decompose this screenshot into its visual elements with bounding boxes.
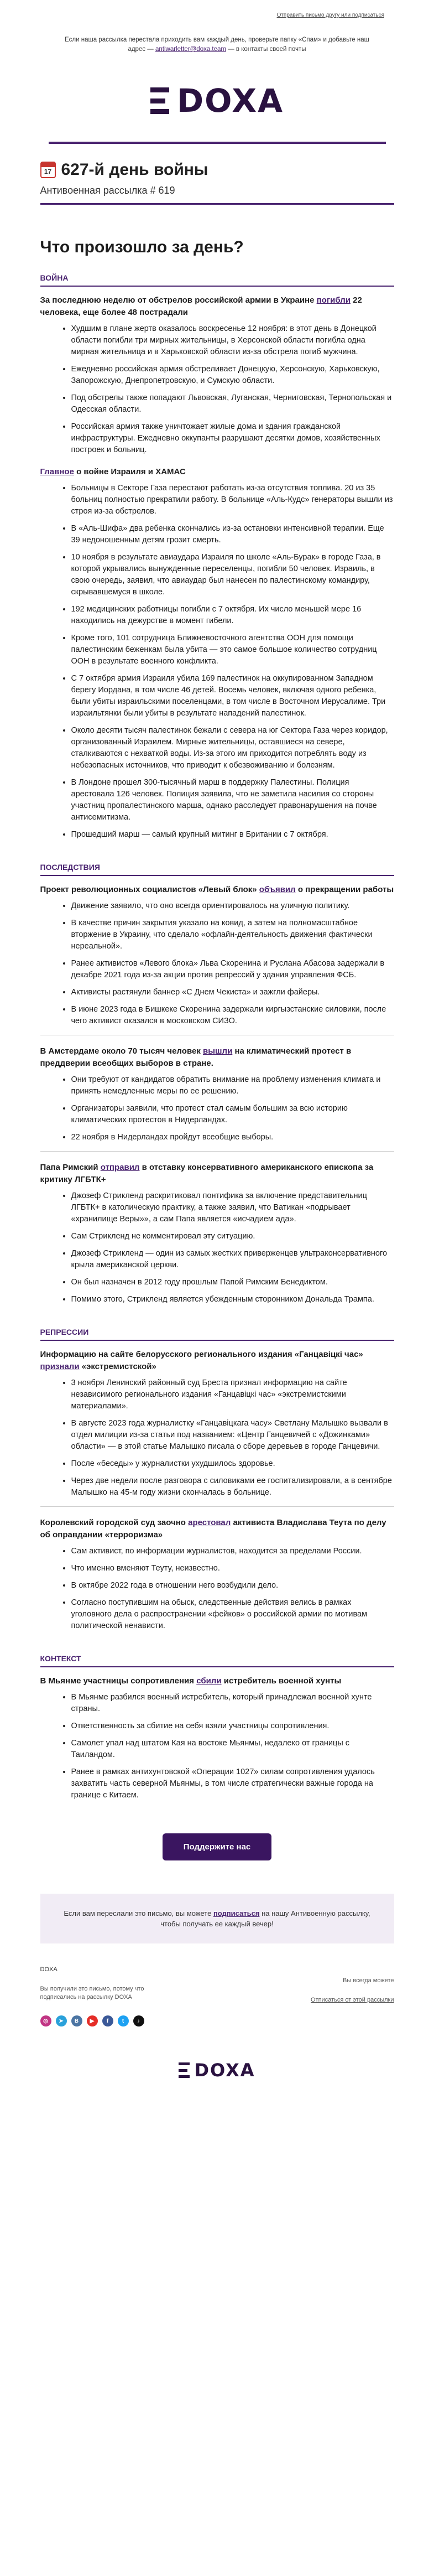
news-bullet-item: • Сам активист, по информации журналистов, находится за пределами России. (71, 1546, 394, 1557)
news-bullet-item: • 10 ноября в результате авиаудара Израиля по школе «Аль-Бурак» в городе Газа, в которой укрывались вынужденные переселенцы, погибли 50 человек. Израиль, в свою очередь, заявил, что авиаудар был нанесен по палестинскому командиру, скрывавшемуся в школе. (71, 552, 394, 598)
subscribe-link[interactable]: подписаться (213, 1909, 260, 1917)
news-bullet-item: • Ответственность за сбитие на себя взяли участницы сопротивления. (71, 1720, 394, 1732)
news-bullets (40, 1692, 394, 1801)
support-button[interactable]: Поддержите нас (163, 1833, 272, 1860)
vk-icon[interactable]: B (71, 2015, 82, 2026)
logo-mark-icon (150, 87, 169, 114)
news-bullet-item: • Ежедневно российская армия обстреливает Донецкую, Херсонскую, Харьковскую, Запорожскую, Днепропетровскую, и Сумскую области. (71, 364, 394, 387)
news-bullet-item: • Ранее в рамках антихунтовской «Операции 1027» силам сопротивления удалось захватить часть северной Мьянмы, в том числе стратегически важные города на границе с Китаем. (71, 1766, 394, 1801)
news-bullet-item: • В июне 2023 года в Бишкеке Скоренина задержали киргызстанские силовики, после чего активист оказался в московском СИЗО. (71, 1004, 394, 1027)
news-bullet-item: • Джозеф Стрикленд — один из самых жестких приверженцев ультраконсервативного крыла американской церкви. (71, 1248, 394, 1271)
news-bullet-item: • После «беседы» у журналистки ухудшилось здоровье. (71, 1458, 394, 1470)
footer-note-line: Вы получили это письмо, потому что (40, 1986, 144, 1992)
issue-subtitle: Антивоенная рассылка # 619 (40, 185, 175, 196)
news-bullet-item: • Российская армия также уничтожает жилые дома и здания гражданской инфраструктуры. Ежедневно оккупанты разрушают десятки домов, хозяйственных построек и больниц. (71, 421, 394, 456)
news-bullet-item: • 3 ноября Ленинский районный суд Бреста признал информацию на сайте независимого регионального издания «Ганцавіцкі час» «экстремистскими материалами». (71, 1377, 394, 1412)
news-bullet-item: • В качестве причин закрытия указало на ковид, а затем на полномасштабное вторжение в Украину, что сделало «офлайн-деятельность движения фактически нереальной». (71, 918, 394, 952)
section-tag-repressions: РЕПРЕССИИ (40, 1328, 89, 1336)
news-bullets (40, 323, 394, 456)
preheader (0, 0, 434, 30)
news-lead: Королевский городской суд заочно арестовал активиста Владислава Теута по делу об оправдании «терроризма» (40, 1518, 386, 1540)
news-bullet-item: • 22 ноября в Нидерландах пройдут всеобщие выборы. (71, 1132, 394, 1143)
news-source-link[interactable]: арестовал (188, 1518, 231, 1527)
tiktok-icon[interactable]: ♪ (133, 2015, 144, 2026)
intro-note-text: Если наша рассылка перестала приходить вам каждый день, проверьте папку «Спам» и добавьте наш адрес — (65, 37, 369, 53)
issue-heading (40, 160, 394, 179)
header-logo[interactable] (0, 82, 434, 120)
news-bullet-item: • Что именно вменяют Теуту, неизвестно. (71, 1563, 394, 1574)
support-row (40, 1833, 394, 1860)
unsubscribe-link[interactable]: Отписаться от этой рассылки (311, 1997, 394, 2003)
news-lead: Папа Римский отправил в отставку консервативного американского епископа за критику ЛГБТК+ (40, 1163, 374, 1184)
news-bullet-item: • Через две недели после разговора с силовиками ее госпитализировали, а в сентябре Малышко на 45-м году жизни скончалась в больнице. (71, 1475, 394, 1499)
news-bullet-item: • Больницы в Секторе Газа перестают работать из-за отсутствия топлива. 20 из 35 больниц полностью прекратили работу. В больнице «Аль-Кудс» генераторы вышли из строя из-за обстрелов. (71, 483, 394, 517)
footer-note-line: подписались на рассылку DOXA (40, 1994, 132, 2000)
news-bullet-item: • В Лондоне прошел 300-тысячный марш в поддержку Палестины. Полиция арестовала 126 человек. Полиция заявила, что не заметила насилия со стороны участниц пропалестинского марша, однако расследует правонарушения на почве антисемитизма. (71, 777, 394, 823)
telegram-icon[interactable]: ➤ (56, 2015, 67, 2026)
news-bullet-item: • Организаторы заявили, что протест стал самым большим за всю историю климатических протестов в Нидерландах. (71, 1103, 394, 1126)
news-source-link[interactable]: признали (40, 1362, 80, 1371)
news-bullet-item: • С 7 октября армия Израиля убила 169 палестинок на оккупированном Западном берегу Иордана, в том числе 46 детей. Восемь человек, включая одного ребенка, были убиты израильскими поселенцами, в том числе в Восточном Иерусалиме. Три израильтянки были убиты в результате нападений палестинок. (71, 673, 394, 719)
logo-wordmark: DOXA (177, 82, 284, 120)
news-lead: За последнюю неделю от обстрелов российской армии в Украине погибли 22 человека, еще более 48 пострадали (40, 296, 362, 317)
news-bullet-item: • Сам Стрикленд не комментировал эту ситуацию. (71, 1231, 394, 1242)
news-bullet-item: • В «Аль-Шифа» два ребенка скончались из-за остановки интенсивной терапии. Еще 39 недоношенным детям грозит смерть. (71, 523, 394, 546)
news-bullet-item: • В Мьянме разбился военный истребитель, который принадлежал военной хунте страны. (71, 1692, 394, 1715)
footer (40, 1966, 394, 2109)
news-bullet-item: • Самолет упал над штатом Кая на востоке Мьянмы, недалеко от границы с Таиландом. (71, 1738, 394, 1761)
contact-email-link[interactable]: antiwarletter@doxa.team (155, 46, 226, 53)
news-bullet-item: • Активисты растянули баннер «С Днем Чекиста» и зажгли файеры. (71, 987, 394, 998)
news-lead: Проект революционных социалистов «Левый блок» объявил о прекращении работы (40, 885, 394, 894)
content-column (40, 160, 394, 2109)
news-lead: Информацию на сайте белорусского регионального издания «Ганцавіцкі час» признали «экстремистской» (40, 1350, 363, 1371)
twitter-icon[interactable]: t (118, 2015, 129, 2026)
news-source-link[interactable]: отправил (100, 1163, 140, 1172)
instagram-icon[interactable]: ◎ (40, 2015, 51, 2026)
news-bullets (40, 1074, 394, 1143)
footer-logo[interactable] (40, 2060, 394, 2081)
news-lead: Главное о войне Израиля и ХАМАС (40, 467, 186, 476)
issue-title: 627-й день войны (61, 160, 208, 179)
social-links (40, 2015, 144, 2026)
news-bullet-item: • Согласно поступившим на обыск, следственные действия велись в рамках уголовного дела о распространении «фейков» о российской армии по мотивам политической ненависти. (71, 1597, 394, 1632)
news-bullets (40, 1377, 394, 1499)
forward-or-subscribe-link[interactable]: Отправить письмо другу или подписаться (276, 12, 384, 18)
issue-divider (40, 203, 394, 205)
news-bullet-item: • Под обстрелы также попадают Львовская, Луганская, Черниговская, Тернопольская и Одесская области. (71, 392, 394, 416)
news-bullet-item: • В октябре 2022 года в отношении него возбудили дело. (71, 1580, 394, 1592)
news-bullet-item: • Худшим в плане жертв оказалось воскресенье 12 ноября: в этот день в Донецкой области погибли три мирных жительницы, в Херсонской области погибла одна мирная жительница и в Харьковской области из-за обстрела погиб мужчина. (71, 323, 394, 358)
header-divider (49, 142, 386, 144)
facebook-icon[interactable]: f (102, 2015, 113, 2026)
logo-mark-icon (179, 2062, 190, 2078)
news-bullet-item: • Прошедший марш — самый крупный митинг в Британии с 7 октября. (71, 829, 394, 841)
news-bullet-item: • Он был назначен в 2012 году прошлым Папой Римским Бенедиктом. (71, 1277, 394, 1288)
news-lead: В Мьянме участницы сопротивления сбили истребитель военной хунты (40, 1676, 342, 1686)
main-heading: Что произошло за день? (40, 238, 244, 256)
news-bullet-item: • Ранее активистов «Левого блока» Льва Скоренина и Руслана Абасова задержали в декабре 2021 года из-за акции против репрессий у здания управления ФСБ. (71, 958, 394, 981)
news-bullet-item: • 192 медицинских работницы погибли с 7 октября. Их число меньшей мере 16 находились на дежурстве в момент гибели. (71, 604, 394, 627)
forward-subscribe-box: Если вам переслали это письмо, вы можете подписаться на нашу Антивоенную рассылку, чтобы получать ее каждый вечер! (40, 1894, 394, 1943)
section-divider (40, 1666, 394, 1667)
intro-note (62, 30, 372, 54)
footer-note (40, 1966, 144, 2002)
section-divider (40, 1340, 394, 1341)
news-bullet-item: • Около десяти тысяч палестинок бежали с севера на юг Сектора Газа через коридор, организованный Израилем. Мирные жительницы, оставшиеся на севере, сталкиваются с нехваткой воды. Из-за этого им приходится потреблять воду из небезопасных источников, что приводит к обезвоживанию и болезням. (71, 725, 394, 771)
item-divider (40, 1151, 394, 1152)
section-tag-context: КОНТЕКСТ (40, 1654, 81, 1663)
section-tag-war: ВОЙНА (40, 273, 69, 282)
news-bullet-item: • В августе 2023 года журналистку «Ганцавіцкага часу» Светлану Малышко вызвали в отдел милиции из-за статьи под названием: «Центр Ганцевичей с «Дожинками» области» — в этой статье Малышко писала о сборе деревьев в городе Ганцевичи. (71, 1418, 394, 1453)
news-bullet-item: • Джозеф Стрикленд раскритиковал понтифика за включение представительниц ЛГБТК+ в католическую практику, а также заявил, что Ватикан «подрывает «хранилище Веры»», а сам Папа является «исчадием ада». (71, 1190, 394, 1225)
news-source-link[interactable]: Главное (40, 467, 74, 476)
news-bullets (40, 483, 394, 841)
item-divider (40, 1506, 394, 1507)
news-bullet-item: • Движение заявило, что оно всегда ориентировалось на уличную политику. (71, 900, 394, 912)
news-bullets (40, 1190, 394, 1305)
section-divider (40, 875, 394, 876)
youtube-icon[interactable]: ▶ (87, 2015, 98, 2026)
news-source-link[interactable]: объявил (259, 885, 296, 894)
news-source-link[interactable]: погибли (316, 296, 351, 305)
intro-note-tail-text: — в контакты своей почты (226, 46, 306, 53)
news-lead: В Амстердаме около 70 тысяч человек вышли на климатический протест в преддверии всеобщих выборов в стране. (40, 1046, 352, 1068)
footer-brand: DOXA (40, 1966, 57, 1973)
news-bullet-item: • Помимо этого, Стрикленд является убежденным сторонником Дональда Трампа. (71, 1294, 394, 1305)
news-bullet-item: • Они требуют от кандидатов обратить внимание на проблему изменения климата и принять немедленные меры по ее решению. (71, 1074, 394, 1097)
footer-unsubscribe (311, 1977, 394, 2004)
section-divider (40, 286, 394, 287)
news-bullets (40, 900, 394, 1027)
calendar-icon: 17 (40, 162, 56, 178)
news-bullet-item: • Кроме того, 101 сотрудница Ближневосточного агентства ООН для помощи палестинским беженкам была убита — это самое большое количество сотрудниц ООН в результате военного конфликта. (71, 633, 394, 667)
news-bullets (40, 1546, 394, 1632)
news-source-link[interactable]: сбили (196, 1676, 222, 1686)
section-tag-consequences: ПОСЛЕДСТВИЯ (40, 863, 100, 872)
news-source-link[interactable]: вышли (203, 1046, 233, 1056)
footer-right-line: Вы всегда можете (343, 1977, 394, 1984)
footer-logo-wordmark: DOXA (194, 2060, 255, 2081)
